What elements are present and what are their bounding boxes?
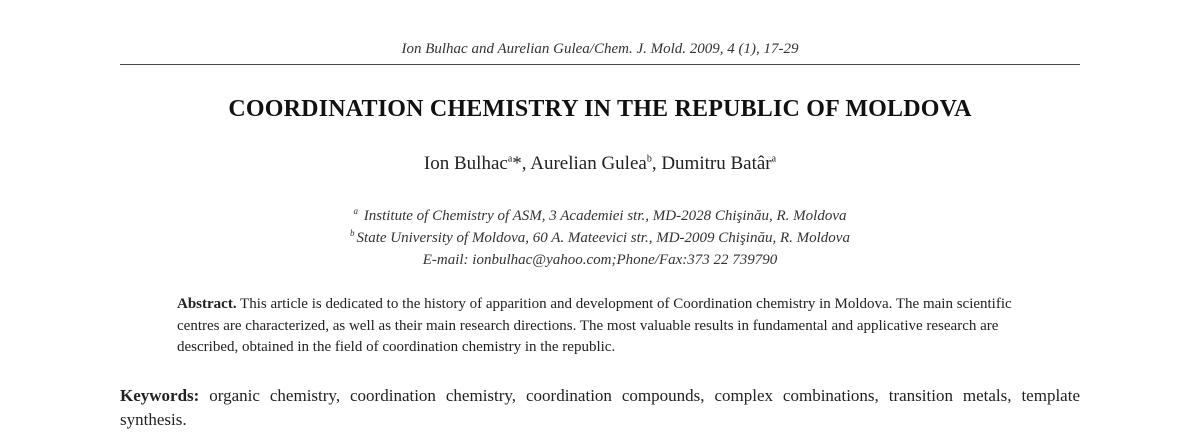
affiliation-block — [120, 205, 1080, 271]
author — [661, 153, 776, 174]
keywords — [120, 384, 1080, 432]
author-separator: , — [521, 153, 531, 174]
author-separator: , — [651, 153, 662, 174]
affiliation-line — [120, 205, 1080, 227]
corresponding-author-mark: * — [512, 153, 522, 174]
abstract-text: This article is dedicated to the history of apparition and development of Coordination chemistry in Moldova. The main scientific centres are characterized, as well as their main research directions. The most valuable results in fundamental and applicative research are described, obtained in the field of coordination chemistry in the republic. — [177, 296, 1012, 355]
author-name: Dumitru Batâr — [661, 153, 772, 174]
author-list — [120, 153, 1080, 175]
contact-line: E-mail: ionbulhac@yahoo.com;Phone/Fax:373 22 739790 — [422, 252, 778, 268]
author-name: Aurelian Gulea — [530, 153, 647, 174]
affiliation-text: State University of Moldova, 60 A. Mateevici str., MD-2009 Chişinău, R. Moldova — [356, 230, 850, 246]
running-header: Ion Bulhac and Aurelian Gulea/Chem. J. Mold. 2009, 4 (1), 17-29 — [401, 41, 799, 57]
keywords-text: organic chemistry, coordination chemistry, coordination compounds, complex combinations, transition metals, template synthesis. — [120, 386, 1080, 429]
abstract — [177, 294, 1030, 359]
article-title: COORDINATION CHEMISTRY IN THE REPUBLIC OF MOLDOVA — [228, 96, 972, 122]
author-affiliation-mark: a — [771, 153, 777, 165]
author-name: Ion Bulhac — [423, 153, 508, 174]
author — [530, 153, 661, 174]
author — [424, 153, 530, 174]
affiliation-text: Institute of Chemistry of ASM, 3 Academiei str., MD-2028 Chişinău, R. Moldova — [360, 208, 847, 224]
header-rule — [120, 64, 1080, 65]
abstract-label: Abstract. — [177, 296, 237, 312]
author-affiliation-mark: b — [646, 153, 652, 165]
affiliation-line — [120, 227, 1080, 249]
author-affiliation-mark: a — [507, 153, 513, 165]
affiliation-mark: b — [350, 228, 355, 238]
keywords-label: Keywords: — [120, 386, 200, 405]
affiliation-mark: a — [353, 206, 358, 216]
paper-page — [120, 0, 1080, 448]
